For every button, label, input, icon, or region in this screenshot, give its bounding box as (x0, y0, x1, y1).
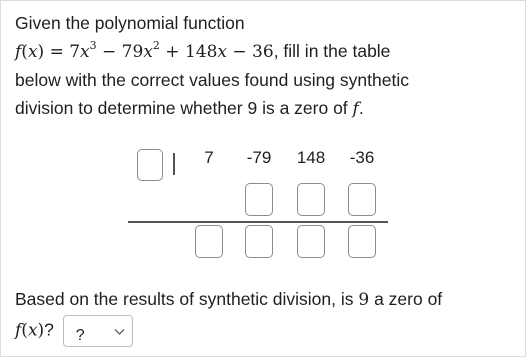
polynomial-expression: $f(x) = 7x^3 - 79x^2 + 148x - 36$ (15, 39, 274, 62)
middle-row-input-3[interactable] (348, 183, 376, 216)
middle-row-input-1[interactable] (245, 183, 273, 216)
result-row-input-2[interactable] (245, 225, 273, 258)
prompt-line-2-suffix: , fill in the table (273, 41, 391, 61)
prompt-line-3: below with the correct values found using synthetic (15, 70, 409, 90)
coefficient-3: 148 (296, 148, 326, 167)
select-value: ? (75, 327, 85, 344)
coefficient-2: -79 (246, 148, 272, 167)
function-label: f(x) (15, 320, 45, 341)
question-number: 9 (358, 290, 370, 310)
prompt-line-4-suffix: . (358, 98, 364, 118)
prompt-line-4 (15, 94, 515, 123)
coefficient-4: -36 (349, 148, 375, 167)
question-mark: ? (44, 319, 54, 340)
division-bracket (173, 153, 175, 175)
question-text-prefix: Based on the results of synthetic division, is (15, 289, 359, 309)
question-line-2 (15, 315, 515, 347)
chevron-down-icon (113, 325, 126, 338)
middle-row-input-2[interactable] (297, 183, 325, 216)
question-line-1 (15, 285, 515, 315)
prompt-line-4-prefix: division to determine whether 9 is a zero of (15, 98, 353, 118)
zero-answer-select[interactable] (63, 315, 133, 347)
result-row-input-3[interactable] (297, 225, 325, 258)
problem-statement (15, 9, 515, 123)
division-line (128, 221, 388, 223)
divisor-input[interactable] (137, 149, 163, 181)
prompt-line-2 (15, 37, 515, 66)
coefficient-1: 7 (204, 148, 214, 167)
function-symbol: f (352, 99, 359, 119)
prompt-line-1: Given the polynomial function (15, 13, 245, 33)
follow-up-question (15, 285, 515, 347)
question-text-mid: a zero of (369, 289, 443, 309)
result-row-input-4[interactable] (348, 225, 376, 258)
result-row-input-1[interactable] (195, 225, 223, 258)
